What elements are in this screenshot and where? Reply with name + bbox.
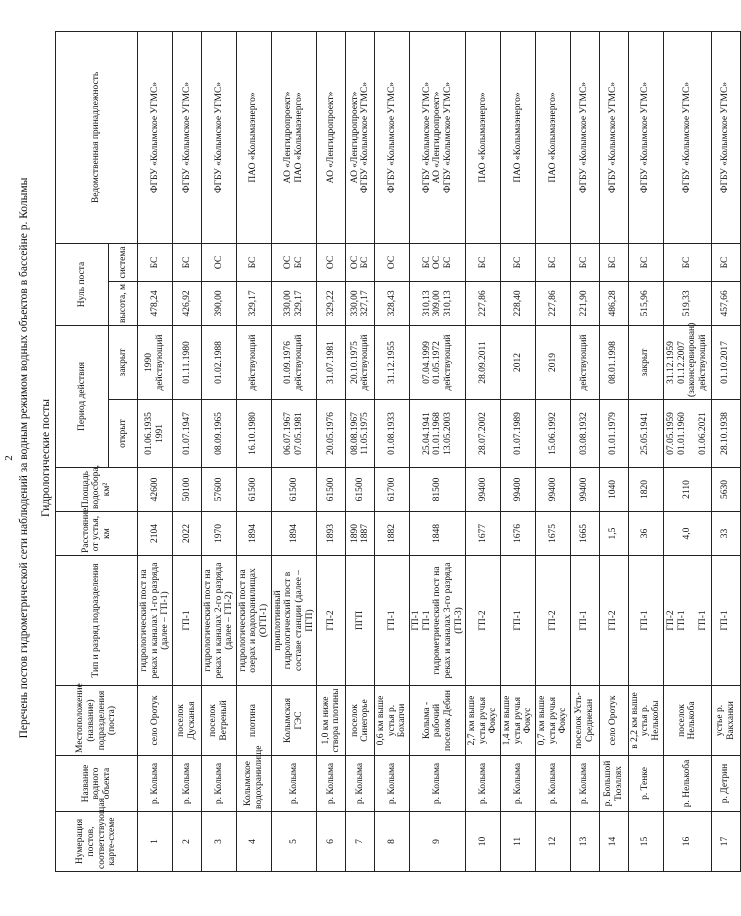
cell-area: 5630 — [711, 468, 740, 512]
cell-location: село Оротук — [138, 686, 173, 756]
table-body — [138, 31, 741, 871]
header-location: Местоположение (название) подразделения (поста) — [56, 686, 138, 756]
cell-location: поселок Синегорье — [346, 686, 375, 756]
cell-system: БС — [138, 243, 173, 281]
cell-distance: 1675 — [535, 512, 570, 556]
cell-num: 9 — [410, 812, 466, 872]
cell-distance: 1894 — [236, 512, 271, 556]
cell-num: 8 — [375, 812, 410, 872]
cell-open: 01.06.1935 1991 — [138, 400, 173, 468]
cell-height: 328,43 — [375, 281, 410, 325]
cell-owner: ФГБУ «Колымское УГМС» — [201, 31, 236, 243]
cell-type: ГП-2 — [466, 556, 501, 686]
table-row — [628, 31, 663, 871]
cell-area: 99400 — [535, 468, 570, 512]
cell-water-body: р. Колыма — [317, 756, 346, 812]
cell-owner: АО «Ленгидропроект» — [317, 31, 346, 243]
cell-system: БС — [570, 243, 599, 281]
cell-closed: 01.10.2017 — [711, 325, 740, 399]
cell-location: поселок Нелькоба — [663, 686, 711, 756]
cell-height: 330,00 327,17 — [346, 281, 375, 325]
cell-num: 13 — [570, 812, 599, 872]
header-open: открыт — [109, 400, 138, 468]
cell-height: 519,33 — [663, 281, 711, 325]
cell-system: БС — [711, 243, 740, 281]
cell-num: 11 — [501, 812, 536, 872]
header-type: Тип и разряд подразделения — [56, 556, 138, 686]
cell-owner: ФГБУ «Колымское УГМС» АО «Ленгидропроект» ФГБУ «Колымское УГМС» — [410, 31, 466, 243]
cell-type: ГП-1 — [628, 556, 663, 686]
cell-water-body: р. Колыма — [375, 756, 410, 812]
cell-distance: 1970 — [201, 512, 236, 556]
table-row — [535, 31, 570, 871]
cell-closed: 2012 — [501, 325, 536, 399]
cell-owner: ФГБУ «Колымское УГМС» — [663, 31, 711, 243]
cell-water-body: р. Колыма — [410, 756, 466, 812]
cell-distance: 1676 — [501, 512, 536, 556]
cell-system: БС — [501, 243, 536, 281]
cell-location: 1,0 км ниже створа плотины — [317, 686, 346, 756]
cell-water-body: р. Колыма — [138, 756, 173, 812]
cell-area: 2110 — [663, 468, 711, 512]
cell-type: гидрологический пост на реках и каналах 1-го разряда (далее – ГП-1) — [138, 556, 173, 686]
cell-num: 2 — [172, 812, 201, 872]
cell-water-body: р. Колыма — [201, 756, 236, 812]
cell-distance: 1665 — [570, 512, 599, 556]
table-row — [711, 31, 740, 871]
cell-closed: 31.12.1955 — [375, 325, 410, 399]
cell-type: ГП-2 — [599, 556, 628, 686]
cell-owner: ФГБУ «Колымское УГМС» — [172, 31, 201, 243]
cell-owner: АО «Ленгидропроект» ПАО «Колымаэнерго» — [271, 31, 317, 243]
cell-area: 42600 — [138, 468, 173, 512]
cell-height: 228,40 — [501, 281, 536, 325]
cell-open: 03.08.1932 — [570, 400, 599, 468]
table-row — [466, 31, 501, 871]
cell-num: 14 — [599, 812, 628, 872]
cell-area: 99400 — [501, 468, 536, 512]
cell-system: БС — [172, 243, 201, 281]
cell-height: 221,90 — [570, 281, 599, 325]
cell-system: БС — [599, 243, 628, 281]
cell-open: 15.06.1992 — [535, 400, 570, 468]
cell-distance: 1,5 — [599, 512, 628, 556]
table-row — [570, 31, 599, 871]
cell-closed: 01.11.1980 — [172, 325, 201, 399]
cell-distance: 1894 — [271, 512, 317, 556]
cell-num: 5 — [271, 812, 317, 872]
cell-num: 16 — [663, 812, 711, 872]
cell-system: ОС БС — [271, 243, 317, 281]
cell-open: 20.05.1976 — [317, 400, 346, 468]
cell-system: БС ОС БС — [410, 243, 466, 281]
document-title: Перечень постов гидрометрической сети наблюдений за водным режимом водных объектов в бассейне р. Колымы — [18, 177, 30, 739]
cell-location: 0,7 км выше устья ручья Фокус — [535, 686, 570, 756]
cell-type: приплотинный гидрологический пост в составе станции (далее – ПГП) — [271, 556, 317, 686]
cell-system: БС — [535, 243, 570, 281]
header-water: Название водного объекта — [56, 756, 138, 812]
cell-closed: действующий — [570, 325, 599, 399]
header-distance: Расстояние от устья, км — [56, 512, 138, 556]
cell-area: 61700 — [375, 468, 410, 512]
cell-closed: закрыт — [628, 325, 663, 399]
header-height: высота, м — [109, 281, 138, 325]
cell-type: ГП-1 — [375, 556, 410, 686]
cell-closed: 01.02.1988 — [201, 325, 236, 399]
cell-distance: 1677 — [466, 512, 501, 556]
cell-water-body: р. Колыма — [346, 756, 375, 812]
cell-water-body: Колымское водохранилище — [236, 756, 271, 812]
cell-open: 01.01.1979 — [599, 400, 628, 468]
cell-water-body: р. Колыма — [271, 756, 317, 812]
cell-owner: ФГБУ «Колымское УГМС» — [138, 31, 173, 243]
cell-distance: 1882 — [375, 512, 410, 556]
cell-type: ПГП — [346, 556, 375, 686]
cell-closed: 1990 действующий — [138, 325, 173, 399]
cell-open: 28.10.1938 — [711, 400, 740, 468]
table-row — [663, 31, 711, 871]
cell-closed: действующий — [236, 325, 271, 399]
cell-system: БС — [663, 243, 711, 281]
cell-owner: ФГБУ «Колымское УГМС» — [570, 31, 599, 243]
cell-location: Колымская ГЭС — [271, 686, 317, 756]
cell-owner: ПАО «Колымаэнерго» — [466, 31, 501, 243]
cell-closed: 20.10.1975 действующий — [346, 325, 375, 399]
header-area: Площадь водосбора, км² — [56, 468, 138, 512]
cell-type: ГП-2 ГП-1 ГП-1 — [663, 556, 711, 686]
posts-table — [55, 31, 741, 872]
cell-num: 10 — [466, 812, 501, 872]
cell-water-body: р. Колыма — [501, 756, 536, 812]
cell-type: гидрологический пост на озерах и водохранилищах (ОГП-1) — [236, 556, 271, 686]
cell-location: поселок Дусканья — [172, 686, 201, 756]
table-row — [236, 31, 271, 871]
cell-closed: 31.07.1981 — [317, 325, 346, 399]
cell-area: 57600 — [201, 468, 236, 512]
section-subtitle: Гидрологические посты — [40, 399, 52, 517]
cell-distance: 2022 — [172, 512, 201, 556]
cell-location: поселок Ветреный — [201, 686, 236, 756]
table-row — [317, 31, 346, 871]
header-closed: закрыт — [109, 325, 138, 399]
cell-height: 329,17 — [236, 281, 271, 325]
cell-area: 1040 — [599, 468, 628, 512]
cell-water-body: р. Колыма — [172, 756, 201, 812]
table-row — [410, 31, 466, 871]
cell-distance: 4,0 — [663, 512, 711, 556]
cell-type: ГП-1 ГП-1 гидрометрический пост на реках и каналах 3-го разряда (ГП-3) — [410, 556, 466, 686]
cell-owner: ФГБУ «Колымское УГМС» — [628, 31, 663, 243]
cell-water-body: р. Тенке — [628, 756, 663, 812]
cell-height: 227,86 — [466, 281, 501, 325]
cell-type: ГП-2 — [535, 556, 570, 686]
cell-location: плотина — [236, 686, 271, 756]
cell-distance: 1848 — [410, 512, 466, 556]
cell-num: 3 — [201, 812, 236, 872]
cell-system: БС — [236, 243, 271, 281]
table-row — [138, 31, 173, 871]
cell-location: село Оротук — [599, 686, 628, 756]
cell-owner: ФГБУ «Колымское УГМС» — [599, 31, 628, 243]
cell-owner: ПАО «Колымаэнерго» — [535, 31, 570, 243]
header-system: система — [109, 243, 138, 281]
cell-water-body: р. Колыма — [570, 756, 599, 812]
cell-open: 01.08.1933 — [375, 400, 410, 468]
cell-height: 457,66 — [711, 281, 740, 325]
cell-height: 310,13 309,00 310,13 — [410, 281, 466, 325]
cell-distance: 33 — [711, 512, 740, 556]
cell-num: 6 — [317, 812, 346, 872]
cell-system: ОС — [317, 243, 346, 281]
cell-open: 07.05.1959 01.01.1960 01.06.2021 — [663, 400, 711, 468]
cell-system: ОС БС — [346, 243, 375, 281]
cell-num: 12 — [535, 812, 570, 872]
cell-water-body: р. Нелькоба — [663, 756, 711, 812]
cell-open: 25.05.1941 — [628, 400, 663, 468]
cell-location: 0,6 км выше устья р. Бохапчи — [375, 686, 410, 756]
cell-height: 390,00 — [201, 281, 236, 325]
cell-num: 17 — [711, 812, 740, 872]
table-row — [346, 31, 375, 871]
table-row — [501, 31, 536, 871]
cell-closed: 07.04.1999 01.05.1972 действующий — [410, 325, 466, 399]
cell-open: 01.07.1947 — [172, 400, 201, 468]
cell-type: гидрологический пост на реках и каналах 2-го разряда (далее – ГП-2) — [201, 556, 236, 686]
cell-height: 486,28 — [599, 281, 628, 325]
cell-owner: ПАО «Колымаэнерго» — [236, 31, 271, 243]
cell-type: ГП-1 — [172, 556, 201, 686]
cell-distance: 36 — [628, 512, 663, 556]
cell-area: 61500 — [346, 468, 375, 512]
cell-height: 426,92 — [172, 281, 201, 325]
table-row — [172, 31, 201, 871]
cell-location: Колыма - рабочий поселок Дебин — [410, 686, 466, 756]
header-period: Период действия — [56, 325, 109, 467]
cell-system: ОС — [375, 243, 410, 281]
cell-location: устье р. Вакханки — [711, 686, 740, 756]
cell-area: 81500 — [410, 468, 466, 512]
cell-num: 4 — [236, 812, 271, 872]
cell-area: 61500 — [317, 468, 346, 512]
cell-open: 16.10.1980 — [236, 400, 271, 468]
cell-type: ГП-1 — [711, 556, 740, 686]
cell-open: 28.07.2002 — [466, 400, 501, 468]
cell-open: 08.08.1967 11.05.1975 — [346, 400, 375, 468]
cell-owner: ФГБУ «Колымское УГМС» — [375, 31, 410, 243]
table-row — [599, 31, 628, 871]
cell-height: 227,86 — [535, 281, 570, 325]
cell-closed: 08.01.1998 — [599, 325, 628, 399]
cell-water-body: р. Большой Тюэллях — [599, 756, 628, 812]
cell-area: 61500 — [271, 468, 317, 512]
table-row — [271, 31, 317, 871]
cell-owner: ФГБУ «Колымское УГМС» — [711, 31, 740, 243]
cell-num: 15 — [628, 812, 663, 872]
cell-area: 1820 — [628, 468, 663, 512]
cell-height: 515,96 — [628, 281, 663, 325]
cell-area: 50100 — [172, 468, 201, 512]
table-row — [375, 31, 410, 871]
cell-owner: АО «Ленгидропроект» ФГБУ «Колымское УГМС» — [346, 31, 375, 243]
cell-type: ГП-2 — [317, 556, 346, 686]
cell-distance: 2104 — [138, 512, 173, 556]
cell-closed: 2019 — [535, 325, 570, 399]
cell-height: 329,22 — [317, 281, 346, 325]
cell-distance: 1893 — [317, 512, 346, 556]
cell-location: в 2,2 км выше устья р. Нелькобы — [628, 686, 663, 756]
cell-open: 25.04.1941 01.01.1968 13.05.2003 — [410, 400, 466, 468]
table-row — [201, 31, 236, 871]
cell-system: ОС — [201, 243, 236, 281]
cell-water-body: р. Детрин — [711, 756, 740, 812]
cell-area: 99400 — [570, 468, 599, 512]
header-zero: Нуль поста — [56, 243, 109, 325]
cell-water-body: р. Колыма — [535, 756, 570, 812]
cell-height: 330,00 329,17 — [271, 281, 317, 325]
cell-system: БС — [466, 243, 501, 281]
cell-closed: 31.12.1959 01.12.2007 (законсервирован) действующий — [663, 325, 711, 399]
cell-closed: 28.09.2011 — [466, 325, 501, 399]
cell-open: 06.07.1967 07.05.1981 — [271, 400, 317, 468]
cell-open: 01.07.1989 — [501, 400, 536, 468]
cell-water-body: р. Колыма — [466, 756, 501, 812]
cell-distance: 1890 1887 — [346, 512, 375, 556]
cell-area: 99400 — [466, 468, 501, 512]
page-number: 2 — [3, 455, 15, 461]
cell-area: 61500 — [236, 468, 271, 512]
header-owner: Ведомственная принадлежность — [56, 31, 138, 243]
cell-num: 7 — [346, 812, 375, 872]
cell-height: 478,24 — [138, 281, 173, 325]
cell-owner: ПАО «Колымаэнерго» — [501, 31, 536, 243]
cell-system: БС — [628, 243, 663, 281]
cell-open: 08.09.1965 — [201, 400, 236, 468]
cell-location: поселок Усть-Среднекан — [570, 686, 599, 756]
cell-num: 1 — [138, 812, 173, 872]
cell-type: ГП-1 — [570, 556, 599, 686]
cell-type: ГП-1 — [501, 556, 536, 686]
header-num: Нумерация постов, соответствующая карте-схеме — [56, 812, 138, 872]
cell-location: 2,7 км выше устья ручья Фокус — [466, 686, 501, 756]
cell-closed: 01.09.1976 действующий — [271, 325, 317, 399]
cell-location: 1,4 км выше устья ручья Фокус — [501, 686, 536, 756]
